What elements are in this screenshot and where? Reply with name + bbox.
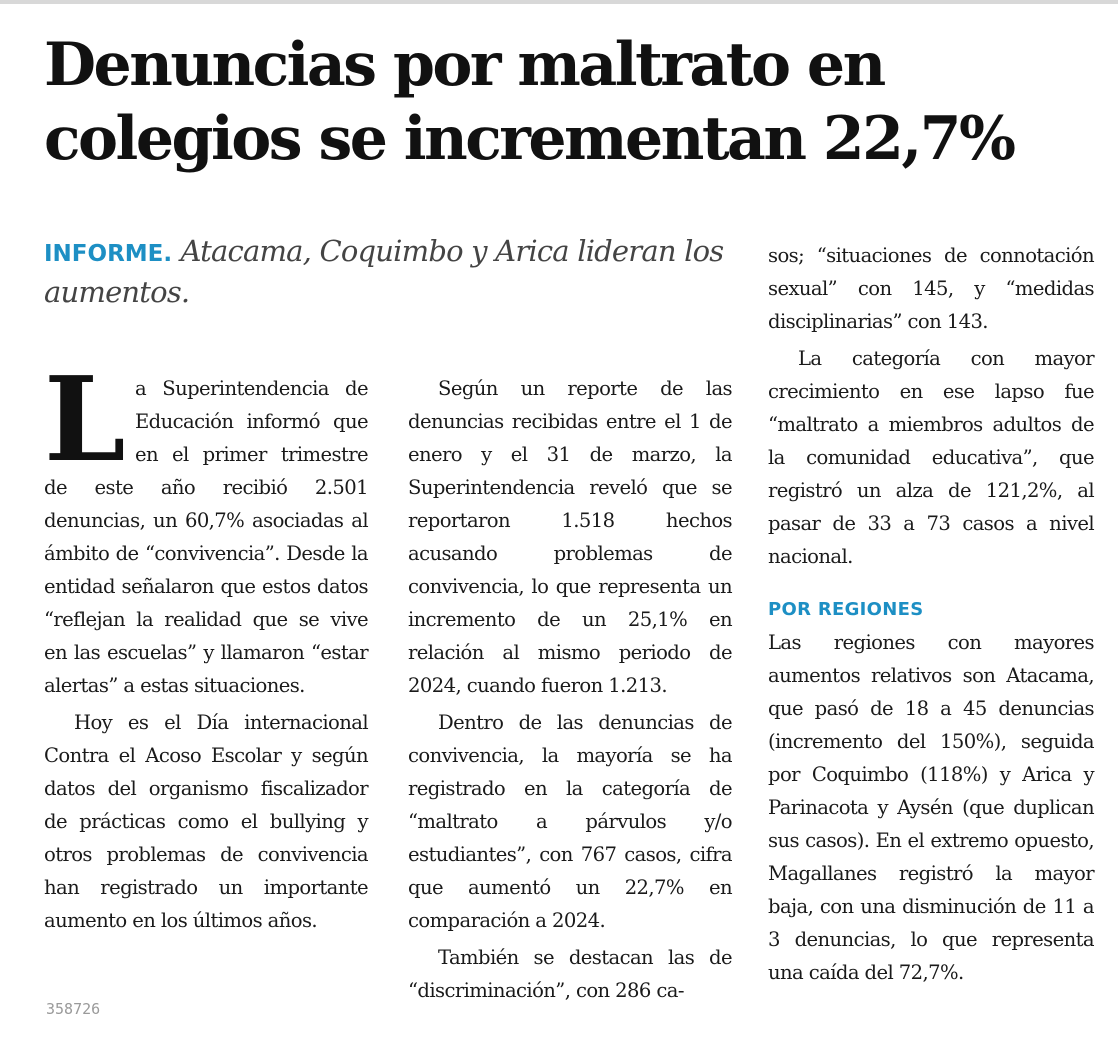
top-rule	[0, 0, 1118, 4]
paragraph	[44, 352, 368, 702]
drop-cap: L	[44, 352, 125, 488]
paragraph: sos; “situaciones de connotación sexual” con 145, y “medidas disciplinarias” con 143.	[768, 244, 1094, 333]
paragraph: Dentro de las denuncias de convivencia, la mayoría se ha registrado en la categoría de “maltrato a párvulos y/o estudiantes”, con 767 casos, cifra que aumentó un 22,7% en comparación a 2024.	[408, 711, 732, 932]
article-column-1	[44, 352, 368, 937]
headline	[44, 28, 1094, 176]
article-column-2	[408, 372, 732, 1007]
deck-label: INFORME.	[44, 241, 173, 267]
headline-line-1: Denuncias por maltrato en	[44, 30, 884, 100]
paragraph: Las regiones con mayores aumentos relativos son Atacama, que pasó de 18 a 45 denuncias (incremento del 150%), seguida por Coquimbo (118%) y Arica y Parinacota y Aysén (que duplican sus casos). En el extremo opuesto, Magallanes registró la mayor baja, con una disminución de 11 a 3 denuncias, lo que representa una caída del 72,7%.	[768, 631, 1094, 984]
paragraph: También se destacan las de “discriminación”, con 286 ca-	[408, 946, 732, 1002]
deck-text: Atacama, Coquimbo y Arica lideran los aumentos.	[44, 234, 724, 309]
paragraph: La categoría con mayor crecimiento en ese lapso fue “maltrato a miembros adultos de la comunidad educativa”, que registró un alza de 121,2%, al pasar de 33 a 73 casos a nivel nacional.	[768, 347, 1094, 568]
section-subhead: POR REGIONES	[768, 599, 924, 620]
article-column-3	[768, 239, 1094, 989]
deck	[44, 232, 734, 311]
footer-code: 358726	[46, 1000, 101, 1018]
paragraph: Según un reporte de las denuncias recibidas entre el 1 de enero y el 31 de marzo, la Superintendencia reveló que se reportaron 1.518 hechos acusando problemas de convivencia, lo que representa un incremento de un 25,1% en relación al mismo periodo de 2024, cuando fueron 1.213.	[408, 377, 732, 697]
paragraph: Hoy es el Día internacional Contra el Acoso Escolar y según datos del organismo fiscalizador de prácticas como el bullying y otros problemas de convivencia han registrado un importante aumento en los últimos años.	[44, 711, 368, 932]
headline-line-2: colegios se incrementan 22,7%	[44, 104, 1014, 174]
paragraph-text: a Superintendencia de Educación informó que en el primer trimestre de este año recibió 2.501 denuncias, un 60,7% asociadas al ámbito de “convivencia”. Desde la entidad señalaron que estos datos “reflejan la realidad que se vive en las escuelas” y llamaron “estar alertas” a estas situaciones.	[44, 377, 368, 697]
